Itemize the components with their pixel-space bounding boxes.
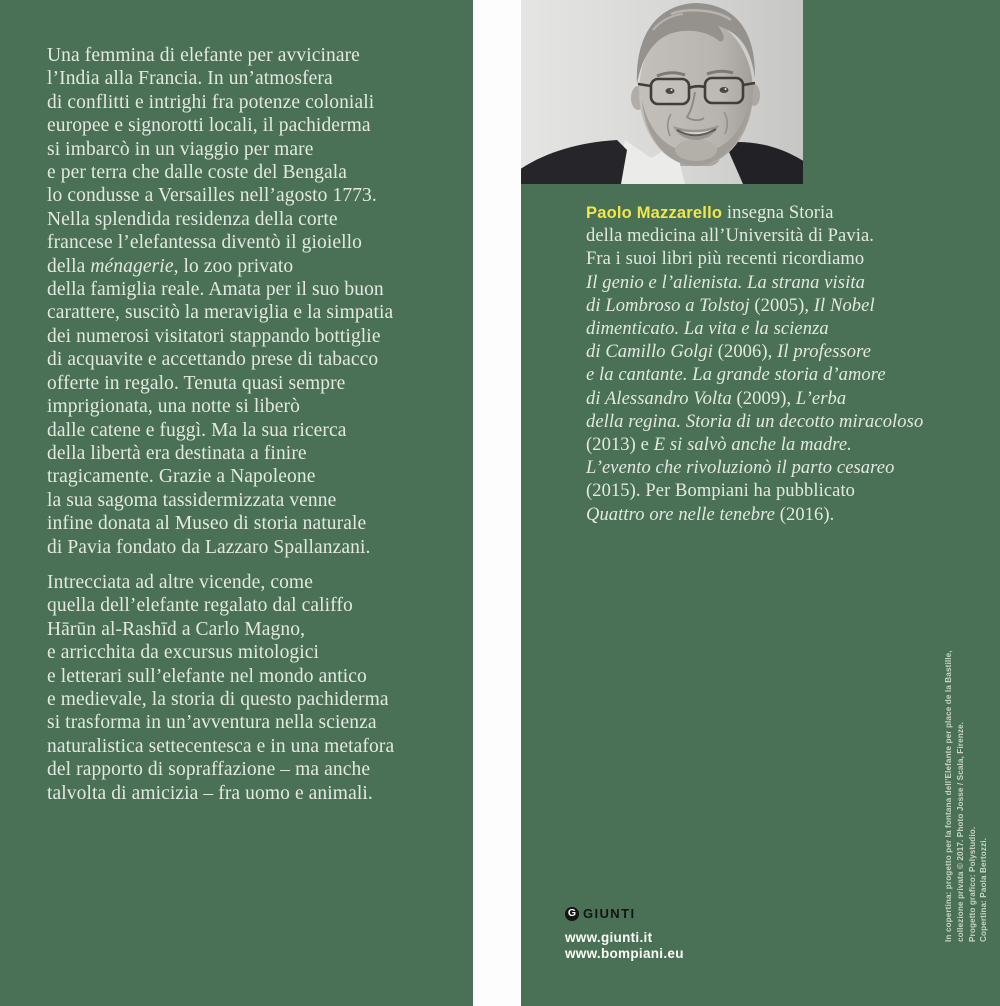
publisher-urls: www.giunti.it www.bompiani.eu [565,930,684,961]
author-portrait-illustration [521,0,803,184]
flap-divider [473,0,521,1006]
cover-credits: In copertina: progetto per la fontana dell’Elefante per place de la Bastille, collezione privata © 2017. Photo Josse / Scala, Firenze. Progetto grafico: Polystudio. Copertina: Paola Bertozzi. [944,650,989,942]
flap-paragraph-elephant-story: Una femmina di elefante per avvicinare l’India alla Francia. In un’atmosfera di conflitti e intrighi fra potenze coloniali europee e signorotti locali, il pachiderma si imbarcò in un viaggio per mare e per terra che dalle coste del Bengala lo condusse a Versailles nell’agosto 1773. Nella splendida residenza della corte francese l’elefantessa diventò il gioiello della ménagerie, lo zoo privato della famiglia reale. Amata per il suo buon carattere, suscitò la meraviglia e la simpatia dei numerosi visitatori stappando bottiglie di acquavite e accettando prese di tabacco offerte in regalo. Tenuta quasi sempre imprigionata, una notte si liberò dalle catene e fuggì. Ma la sua ricerca della libertà era destinata a finire tragicamente. Grazie a Napoleone la sua sagoma tassidermizzata venne infine donata al Museo di storia naturale di Pavia fondato da Lazzaro Spallanzani. [47,45,394,558]
back-flap [521,0,1000,1006]
front-flap-text [47,44,394,805]
giunti-logo-icon [565,907,579,921]
front-flap [0,0,473,1006]
flap-paragraph-intertwined-tales: Intrecciata ad altre vicende, come quella dell’elefante regalato dal califfo Hārūn al-Rashīd a Carlo Magno, e arricchita da excursus mitologici e letterari sull’elefante nel mondo antico e medievale, la storia di questo pachiderma si trasforma in un’avventura nella scienza naturalistica settecentesca e in una metafora del rapporto di sopraffazione – ma anche talvolta di amicizia – fra uomo e animali. [47,571,395,804]
publisher-block [565,906,684,961]
author-bio: Paolo Mazzarello insegna Storia della medicina all’Università di Pavia. Fra i suoi libri più recenti ricordiamo Il genio e l’alienista. La strana visita di Lombroso a Tolstoj (2005), Il Nobel dimenticato. La vita e la scienza di Camillo Golgi (2006), Il professore e la cantante. La grande storia d’amore di Alessandro Volta (2009), L’erba della regina. Storia di un decotto miracoloso (2013) e E si salvò anche la madre. L’evento che rivoluzionò il parto cesareo (2015). Per Bompiani ha pubblicato Quattro ore nelle tenebre (2016). [586,203,924,525]
author-photo [521,0,803,184]
giunti-logo-wordmark: GIUNTI [583,906,636,921]
giunti-logo-initial: G [567,907,577,920]
giunti-logo [565,906,684,921]
